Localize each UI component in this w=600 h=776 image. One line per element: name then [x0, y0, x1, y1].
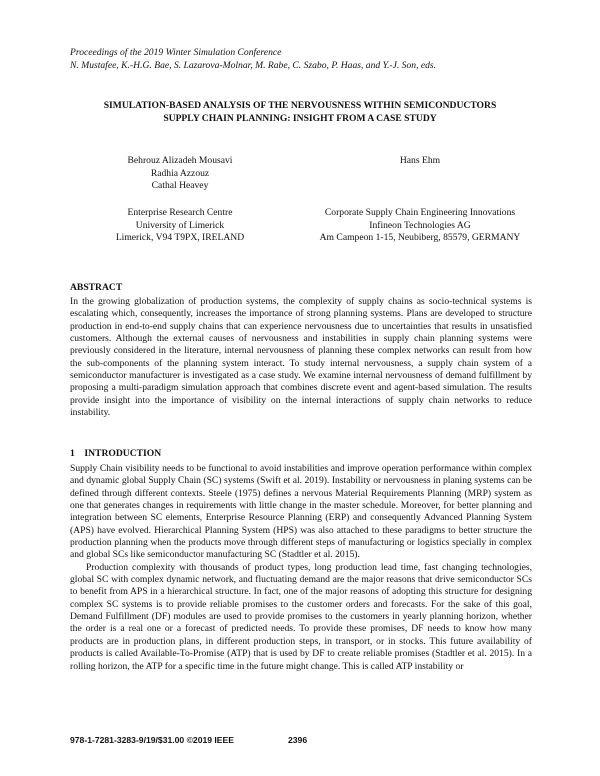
abstract-heading: ABSTRACT	[70, 282, 123, 293]
affiliation-line: Infineon Technologies AG	[369, 219, 471, 231]
intro-paragraph-2: Production complexity with thousands of product types, long production lead time, fast changing technologies, global SC with complex dynamic network, and fluctuating demand are the major reasons that drive semiconductor SCs to benefit from APS in a hierarchical structure. In fact, one of the major reasons of adopting this structure for designing complex SC systems is to provide reliable promises to the customer orders and forecasts. For the sake of this goal, Demand Fulfillment (DF) modules are used to provide promises to the customers in yearly planning horizon, whether the order is a real one or a forecast of predicted needs. To provide these promises, DF needs to know how many products are in production plans, in different production steps, in transport, or in stocks. This future availability of products is called Available-To-Promise (ATP) that is used by DF to create reliable promises (Stadtler et al. 2015). In a rolling horizon, the ATP for a specific time in the future might change. This is called ATP instability or	[70, 561, 532, 672]
footer-isbn: 978-1-7281-3283-9/19/$31.00 ©2019 IEEE	[70, 735, 235, 745]
authors-right	[320, 155, 520, 168]
affiliation-line: University of Limerick	[135, 219, 225, 231]
section-number: 1	[70, 448, 75, 459]
affiliation-line: Enterprise Research Centre	[127, 207, 233, 218]
intro-paragraph-1: Supply Chain visibility needs to be functional to avoid instabilities and improve operation performance within complex and dynamic global Supply Chain (SC) systems (Swift et al. 2019). Instability or nervousness in planing systems can be defined through different contexts. Steele (1975) defines a nervous Material Requirements Planning (MRP) system as one that generates changes in requirements with little change in the master schedule. Moreover, for better planning and integration between SC elements, Enterprise Resource Planning (ERP) and consequently Advanced Planning System (APS) have evolved. Hierarchical Planning System (HPS) was also attached to these paradigms to better structure the production planning when the products move through different steps of manufacturing or logistics specially in complex and global SCs like semiconductor manufacturing SC (Stadtler et al. 2015).	[70, 463, 532, 561]
section-heading	[70, 448, 161, 460]
abstract-body	[70, 296, 532, 419]
affiliation-left	[80, 207, 280, 245]
conference-name: Proceedings of the 2019 Winter Simulation Conference	[70, 47, 282, 58]
editors-line: N. Mustafee, K.-H.G. Bae, S. Lazarova-Molnar, M. Rabe, C. Szabo, P. Haas, and Y.-J. Son, eds.	[70, 59, 437, 71]
conference-header	[70, 47, 540, 72]
affiliation-right	[300, 207, 540, 245]
authors-left	[80, 155, 280, 193]
author-name: Behrouz Alizadeh Mousavi	[127, 155, 233, 166]
page-number: 2396	[288, 735, 308, 745]
introduction-body	[70, 463, 532, 673]
title-line-2: SUPPLY CHAIN PLANNING: INSIGHT FROM A CASE STUDY	[163, 112, 437, 124]
title-line-1: SIMULATION-BASED ANALYSIS OF THE NERVOUSNESS WITHIN SEMICONDUCTORS	[103, 100, 497, 111]
affiliation-line: Am Campeon 1-15, Neubiberg, 85579, GERMANY	[319, 232, 521, 243]
author-name: Cathal Heavey	[151, 180, 209, 191]
section-title: INTRODUCTION	[84, 448, 162, 459]
abstract-text: In the growing globalization of production systems, the complexity of supply chains as socio-technical systems is escalating which, consequently, increases the importance of strong planning systems. Plans are developed to structure production in end-to-end supply chains that can experience nervousness due to uncertainties that results in unsatisfied customers. Although the external causes of nervousness and instabilities in supply chain planning systems were previously considered in the literature, internal nervousness of planning these complex networks can result from how the sub-components of the planning system interact. To study internal nervousness, a supply chain system of a semiconductor manufacturer is investigated as a case study. We examine internal nervousness of demand fulfillment by proposing a multi-paradigm simulation approach that combines discrete event and agent-based simulation. The results provide insight into the importance of visibility on the internal interactions of supply chain networks to reduce instability.	[70, 296, 532, 419]
author-name: Radhia Azzouz	[150, 167, 210, 179]
affiliation-line: Limerick, V94 T9PX, IRELAND	[115, 232, 245, 243]
author-name: Hans Ehm	[399, 155, 441, 166]
affiliation-line: Corporate Supply Chain Engineering Innovations	[324, 207, 516, 218]
paper-title	[60, 100, 540, 125]
